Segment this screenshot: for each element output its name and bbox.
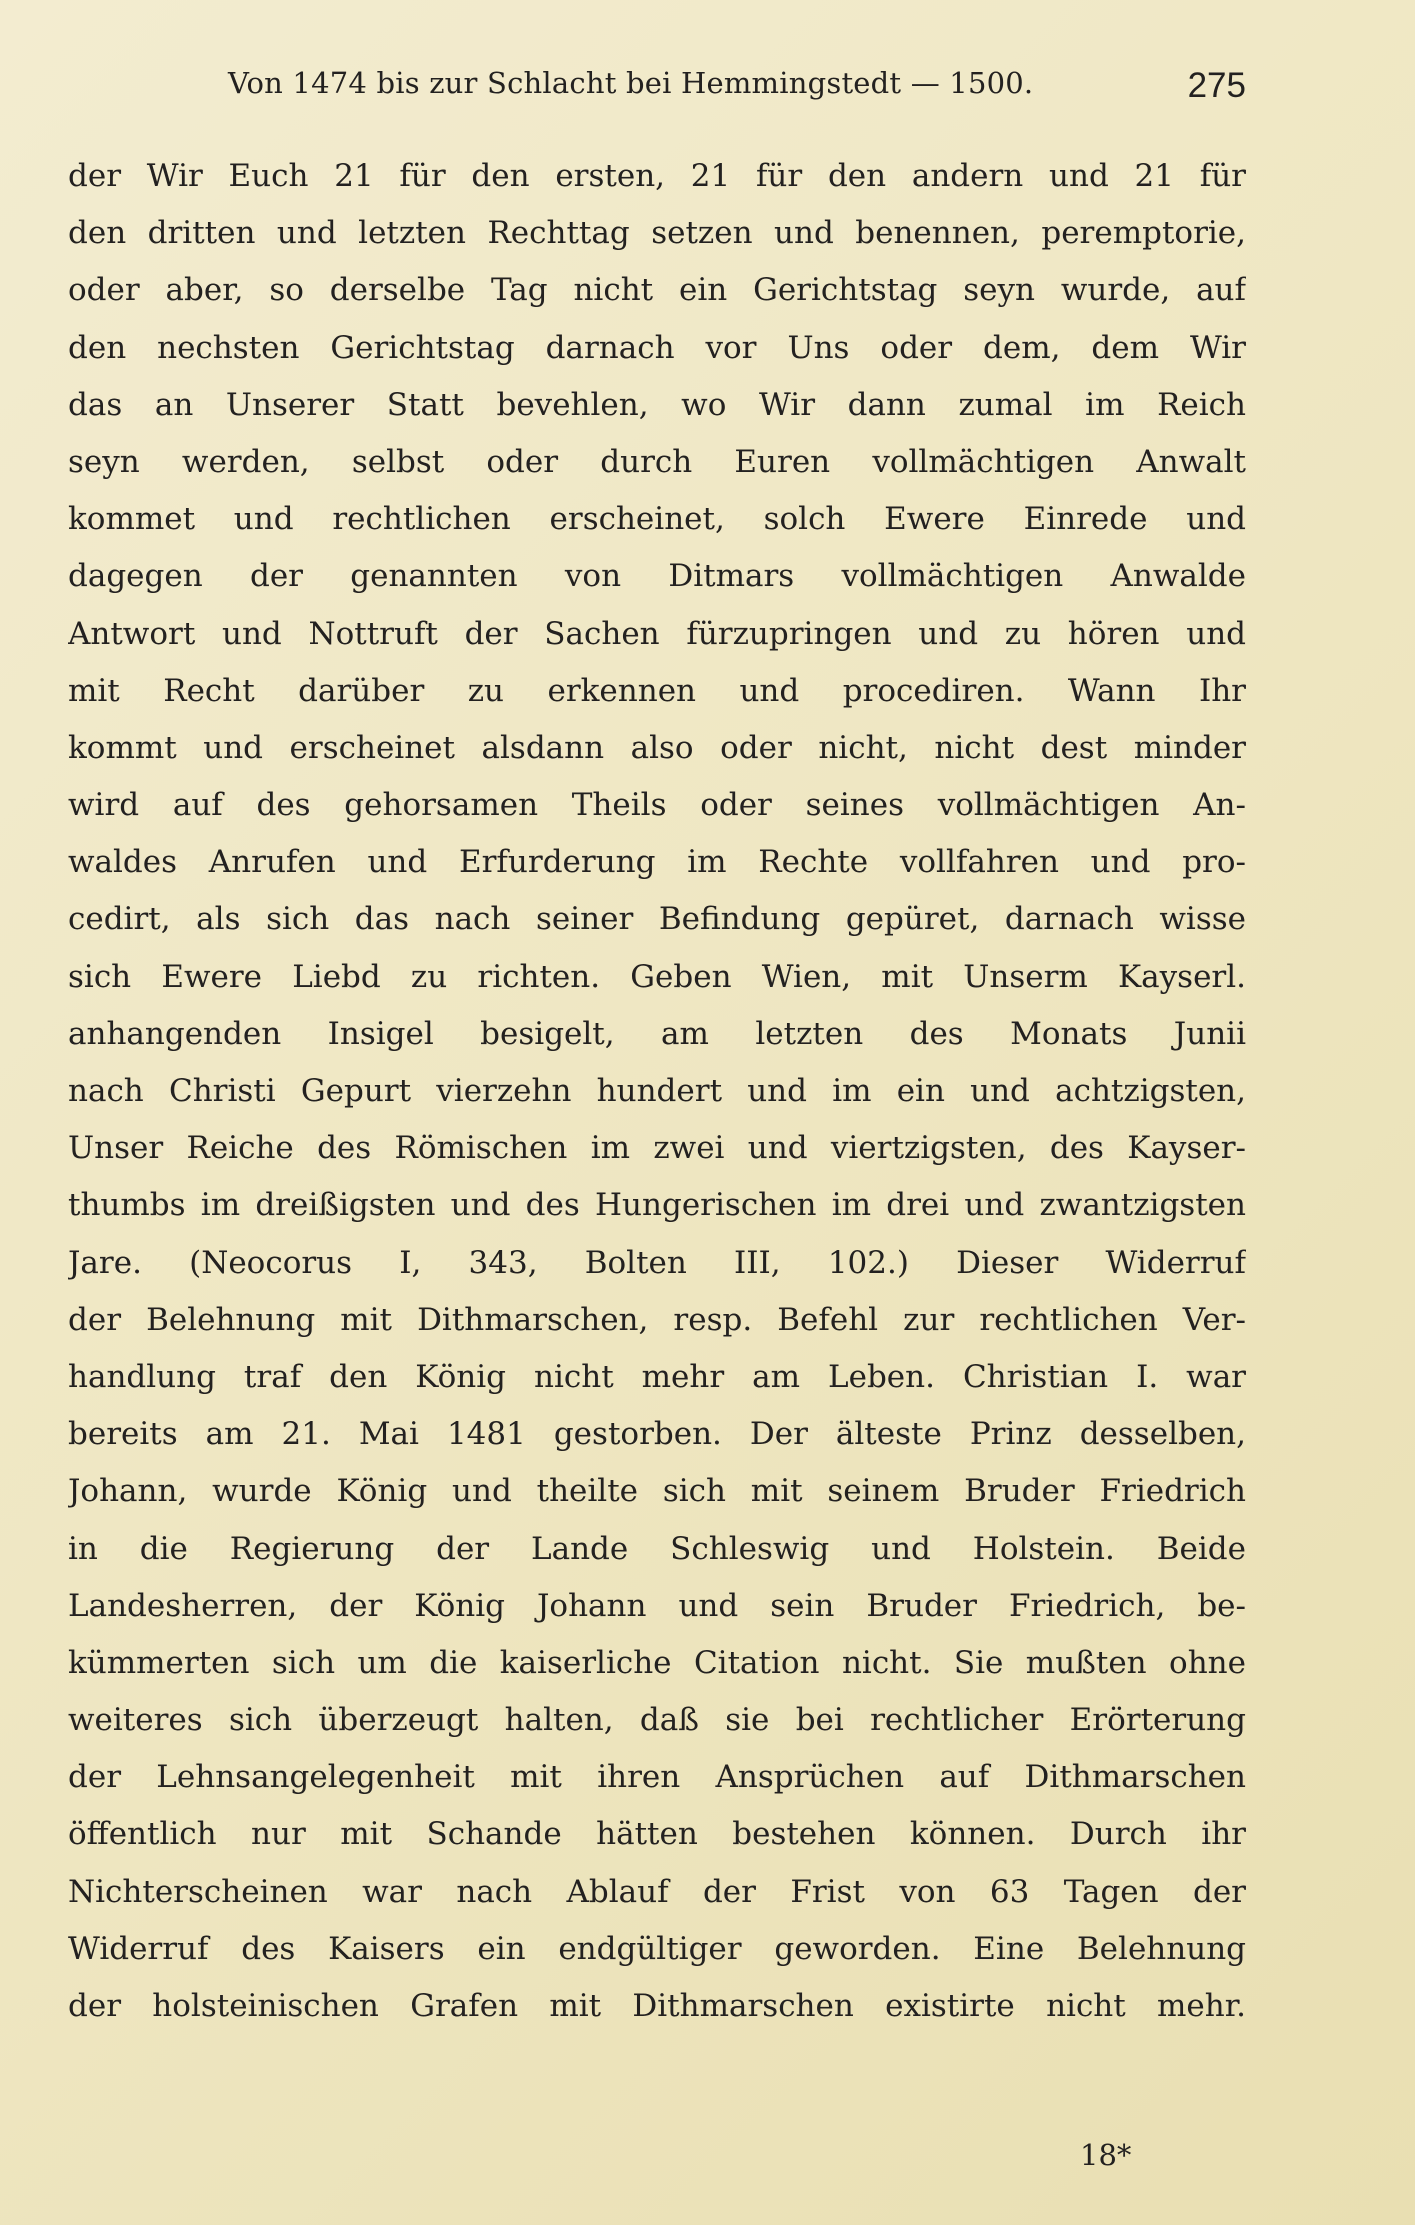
text-line: der holsteinischen Grafen mit Dithmarschen existirte nicht mehr.: [68, 1988, 1246, 2024]
text-line: nach Christi Gepurt vierzehn hundert und im ein und achtzigsten,: [68, 1073, 1246, 1109]
text-line: oder aber, so derselbe Tag nicht ein Gerichtstag seyn wurde, auf: [68, 272, 1246, 309]
text-line: bereits am 21. Mai 1481 gestorben. Der älteste Prinz desselben,: [68, 1416, 1246, 1453]
printer-signature: 18*: [1080, 2138, 1132, 2172]
text-line: handlung traf den König nicht mehr am Leben. Christian I. war: [68, 1358, 1246, 1395]
body-text: [68, 148, 1246, 2035]
text-line: Jare. (Neocorus I, 343, Bolten III, 102.) Dieser Widerruf: [68, 1244, 1246, 1281]
text-line: wird auf des gehorsamen Theils oder seines vollmächtigen An-: [68, 787, 1246, 824]
text-line: Nichterscheinen war nach Ablauf der Frist von 63 Tagen der: [68, 1873, 1246, 1910]
text-line: mit Recht darüber zu erkennen und procediren. Wann Ihr: [68, 672, 1246, 709]
text-line: anhangenden Insigel besigelt, am letzten des Monats Junii: [68, 1015, 1246, 1052]
text-line: weiteres sich überzeugt halten, daß sie bei rechtlicher Erörterung: [68, 1702, 1246, 1739]
text-line: dagegen der genannten von Ditmars vollmächtigen Anwalde: [68, 558, 1246, 595]
text-line: thumbs im dreißigsten und des Hungerischen im drei und zwantzigsten: [68, 1187, 1246, 1224]
text-line: cedirt, als sich das nach seiner Befindung gepüret, darnach wisse: [68, 901, 1246, 938]
text-line: das an Unserer Statt bevehlen, wo Wir dann zumal im Reich: [68, 386, 1246, 423]
page-number: 275: [1187, 66, 1246, 105]
text-line: kommet und rechtlichen erscheinet, solch Ewere Einrede und: [68, 501, 1246, 538]
text-line: Unser Reiche des Römischen im zwei und viertzigsten, des Kayser-: [68, 1130, 1246, 1167]
text-line: kümmerten sich um die kaiserliche Citation nicht. Sie mußten ohne: [68, 1644, 1246, 1681]
text-line: waldes Anrufen und Erfurderung im Rechte vollfahren und pro-: [68, 844, 1246, 881]
text-line: kommt und erscheinet alsdann also oder nicht, nicht dest minder: [68, 729, 1246, 766]
text-line: Johann, wurde König und theilte sich mit seinem Bruder Friedrich: [68, 1473, 1246, 1510]
text-line: Landesherren, der König Johann und sein Bruder Friedrich, be-: [68, 1587, 1246, 1624]
text-line: den nechsten Gerichtstag darnach vor Uns oder dem, dem Wir: [68, 329, 1246, 366]
text-line: der Lehnsangelegenheit mit ihren Ansprüchen auf Dithmarschen: [68, 1759, 1246, 1796]
text-line: öffentlich nur mit Schande hätten bestehen können. Durch ihr: [68, 1816, 1246, 1853]
text-line: der Belehnung mit Dithmarschen, resp. Befehl zur rechtlichen Ver-: [68, 1301, 1246, 1338]
text-line: Widerruf des Kaisers ein endgültiger geworden. Eine Belehnung: [68, 1930, 1246, 1967]
text-line: der Wir Euch 21 für den ersten, 21 für den andern und 21 für: [68, 158, 1246, 194]
text-line: den dritten und letzten Rechttag setzen und benennen, peremptorie,: [68, 215, 1246, 252]
page-header: [68, 62, 1246, 112]
text-line: Antwort und Nottruft der Sachen fürzupringen und zu hören und: [68, 615, 1246, 652]
text-line: seyn werden, selbst oder durch Euren vollmächtigen Anwalt: [68, 443, 1246, 480]
text-line: in die Regierung der Lande Schleswig und Holstein. Beide: [68, 1530, 1246, 1567]
text-line: sich Ewere Liebd zu richten. Geben Wien, mit Unserm Kayserl.: [68, 958, 1246, 995]
running-head: Von 1474 bis zur Schlacht bei Hemmingstedt — 1500.: [228, 66, 1034, 100]
